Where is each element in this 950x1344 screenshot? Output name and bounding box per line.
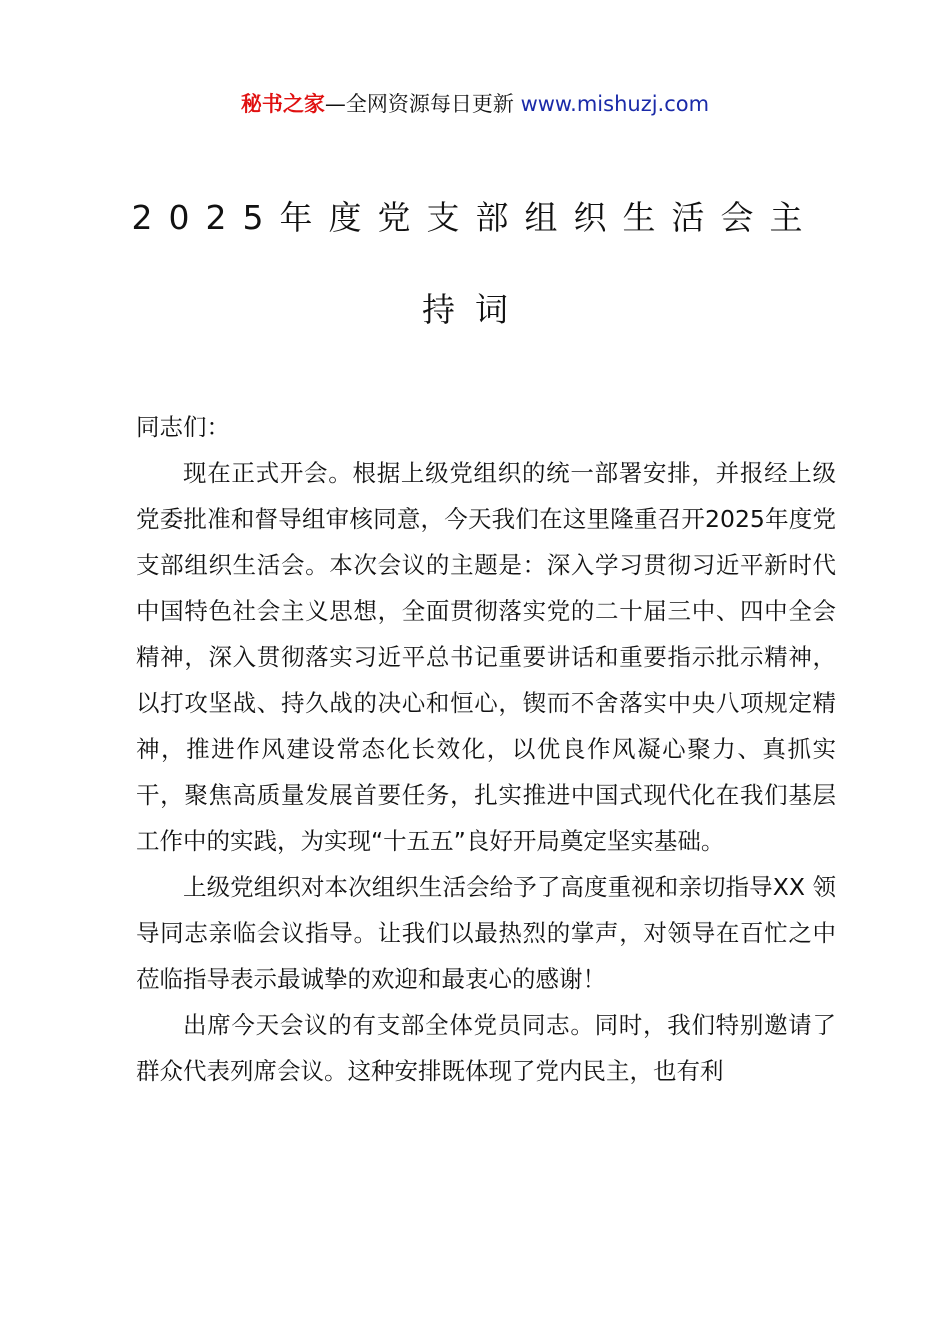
document-body bbox=[136, 404, 836, 1094]
header-tagline: —全网资源每日更新 bbox=[324, 92, 521, 116]
paragraph-opening: 现在正式开会。根据上级党组织的统一部署安排，并报经上级党委批准和督导组审核同意，今天我们在这里隆重召开2025年度党支部组织生活会。本次会议的主题是：深入学习贯彻习近平新时代中国特色社会主义思想，全面贯彻落实党的二十届三中、四中全会精神，深入贯彻落实习近平总书记重要讲话和重要指示批示精神，以打攻坚战、持久战的决心和恒心，锲而不舍落实中央八项规定精神，推进作风建设常态化长效化，以优良作风凝心聚力、真抓实干，聚焦高质量发展首要任务，扎实推进中国式现代化在我们基层工作中的实践，为实现“十五五”良好开局奠定坚实基础。 bbox=[136, 459, 836, 855]
brand-name: 秘书之家 bbox=[240, 92, 325, 116]
site-url[interactable]: www.mishuzj.com bbox=[520, 92, 710, 116]
paragraph-welcome: 上级党组织对本次组织生活会给予了高度重视和亲切指导XX 领导同志亲临会议指导。让我们以最热烈的掌声，对领导在百忙之中莅临指导表示最诚挚的欢迎和最衷心的感谢！ bbox=[136, 873, 836, 993]
site-header bbox=[0, 88, 950, 120]
paragraph-attendees: 出席今天会议的有支部全体党员同志。同时，我们特别邀请了群众代表列席会议。这种安排既体现了党内民主，也有利 bbox=[136, 1011, 836, 1085]
document-title-line-1: 2025年度党支部组织生活会主 bbox=[131, 198, 819, 237]
document-title-line-2: 持词 bbox=[422, 290, 528, 329]
greeting: 同志们： bbox=[136, 413, 230, 441]
